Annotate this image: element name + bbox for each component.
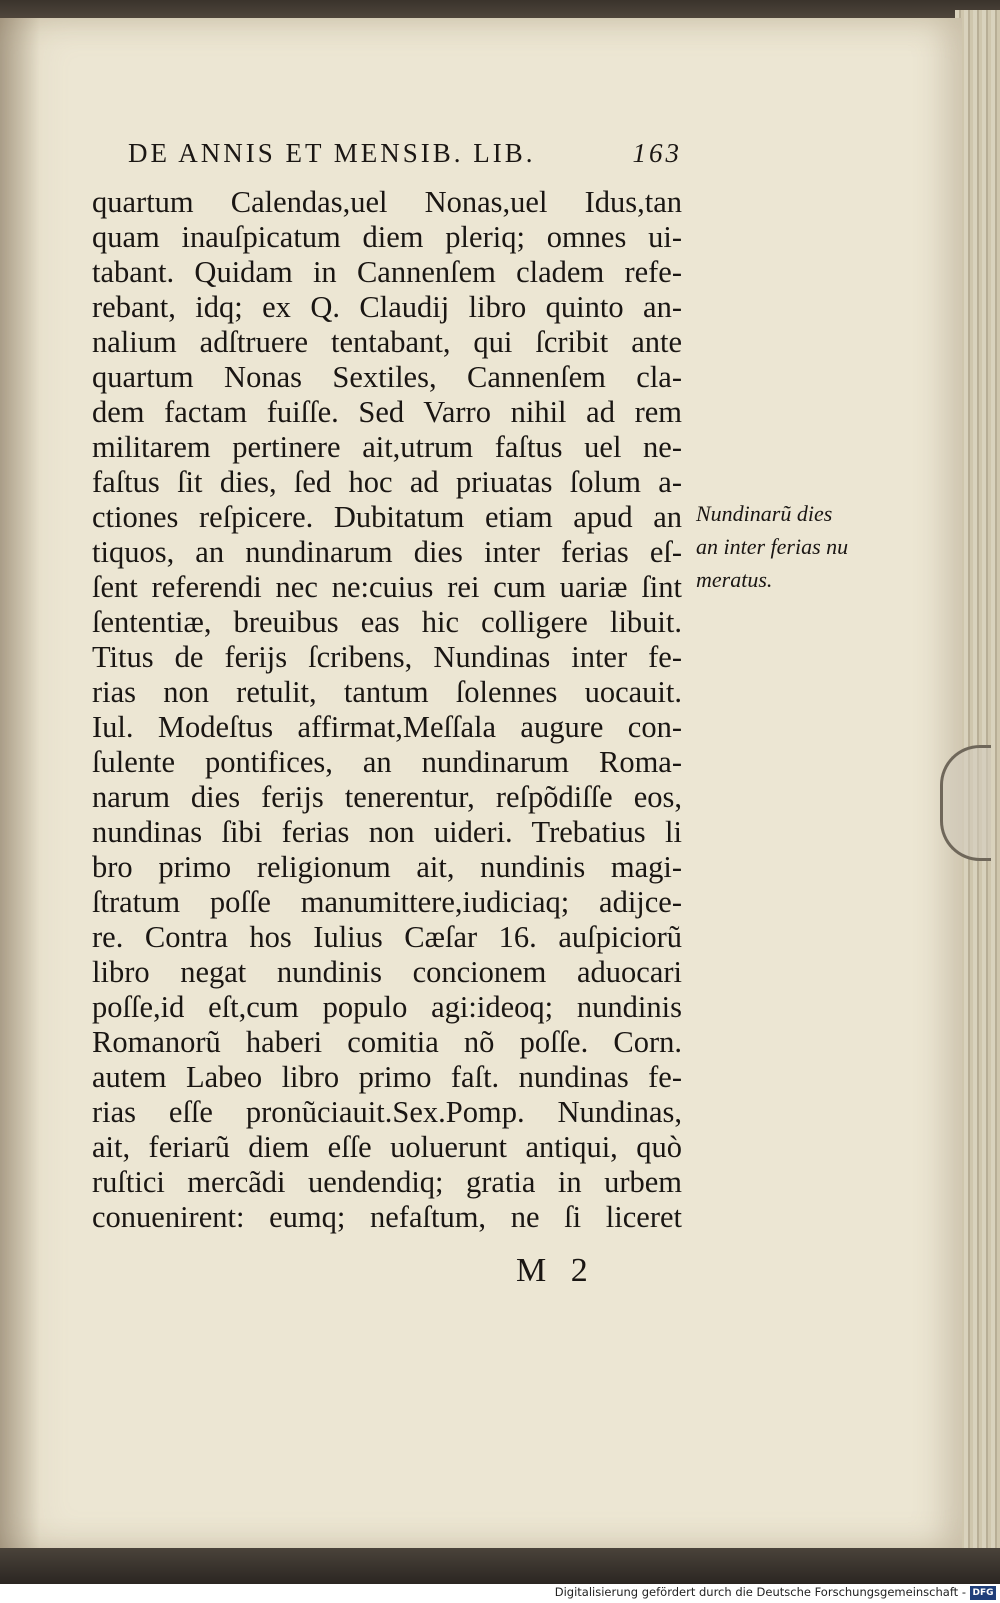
- marginal-note-line: an inter ferias nu: [696, 534, 849, 559]
- signature-mark: M 2: [516, 1252, 596, 1289]
- text-line: faſtus ſit dies, ſed hoc ad priuatas ſolum a-: [92, 465, 682, 499]
- body-text-block: [92, 185, 682, 1235]
- footer-bar: [0, 1584, 1000, 1603]
- text-line: nalium adſtruere tentabant, qui ſcribit ante: [92, 325, 682, 359]
- marginal-note-line: meratus.: [696, 567, 773, 592]
- text-line: ſtratum poſſe manumittere,iudiciaq; adijce-: [92, 885, 682, 919]
- text-line: quartum Calendas,uel Nonas,uel Idus,tan: [92, 185, 682, 219]
- text-line: autem Labeo libro primo faſt. nundinas fe-: [92, 1060, 682, 1094]
- text-line: ſulente pontifices, an nundinarum Roma-: [92, 745, 682, 779]
- text-line: poſſe,id eſt,cum populo agi:ideoq; nundinis: [92, 990, 682, 1024]
- text-line: narum dies ferijs tenerentur, reſpõdiſſe eos,: [92, 780, 682, 814]
- folio-number: 163: [632, 138, 682, 168]
- text-line: quartum Nonas Sextiles, Cannenſem cla-: [92, 360, 682, 394]
- page-clip: [940, 745, 991, 861]
- text-line: ctiones reſpicere. Dubitatum etiam apud an: [92, 500, 682, 534]
- text-line: rebant, idq; ex Q. Claudij libro quinto an-: [92, 290, 682, 324]
- text-line: ſententiæ, breuibus eas hic colligere libuit.: [92, 605, 682, 639]
- dfg-logo[interactable]: DFG: [970, 1586, 996, 1600]
- text-line: Titus de ferijs ſcribens, Nundinas inter fe-: [92, 640, 682, 674]
- digitization-credit: Digitalisierung gefördert durch die Deutsche Forschungsgemeinschaft -: [554, 1585, 966, 1599]
- text-line: ruſtici mercãdi uendendiq; gratia in urbem: [92, 1165, 682, 1199]
- text-line: bro primo religionum ait, nundinis magi-: [92, 850, 682, 884]
- text-line: libro negat nundinis concionem aduocari: [92, 955, 682, 989]
- text-line: conuenirent: eumq; nefaſtum, ne ſi liceret: [92, 1200, 682, 1234]
- text-line: ſent referendi nec ne:cuius rei cum uariæ ſint: [92, 570, 682, 604]
- scan-edge-bottom: [0, 1548, 1000, 1584]
- text-line: militarem pertinere ait,utrum faſtus uel ne-: [92, 430, 682, 464]
- marginal-note-line: Nundinarũ dies: [696, 501, 833, 526]
- text-line: tabant. Quidam in Cannenſem cladem refe-: [92, 255, 682, 289]
- text-line: tiquos, an nundinarum dies inter ferias eſ-: [92, 535, 682, 569]
- text-line: re. Contra hos Iulius Cæſar 16. auſpiciorũ: [92, 920, 682, 954]
- text-line: rias eſſe pronũciauit.Sex.Pomp. Nundinas,: [92, 1095, 682, 1129]
- text-line: ait, feriarũ diem eſſe uoluerunt antiqui, quò: [92, 1130, 682, 1164]
- gutter-shadow: [0, 18, 40, 1550]
- text-line: Romanorũ haberi comitia nõ poſſe. Corn.: [92, 1025, 682, 1059]
- running-head: [92, 138, 682, 178]
- text-line: dem factam fuiſſe. Sed Varro nihil ad rem: [92, 395, 682, 429]
- text-line: nundinas ſibi ferias non uideri. Trebatius li: [92, 815, 682, 849]
- running-head-title: DE ANNIS ET MENSIB. LIB.: [128, 138, 536, 168]
- text-line: quam inauſpicatum diem pleriq; omnes ui-: [92, 220, 682, 254]
- text-line: Iul. Modeſtus affirmat,Meſſala augure con-: [92, 710, 682, 744]
- marginal-note: [696, 497, 886, 596]
- text-line: rias non retulit, tantum ſolennes uocauit.: [92, 675, 682, 709]
